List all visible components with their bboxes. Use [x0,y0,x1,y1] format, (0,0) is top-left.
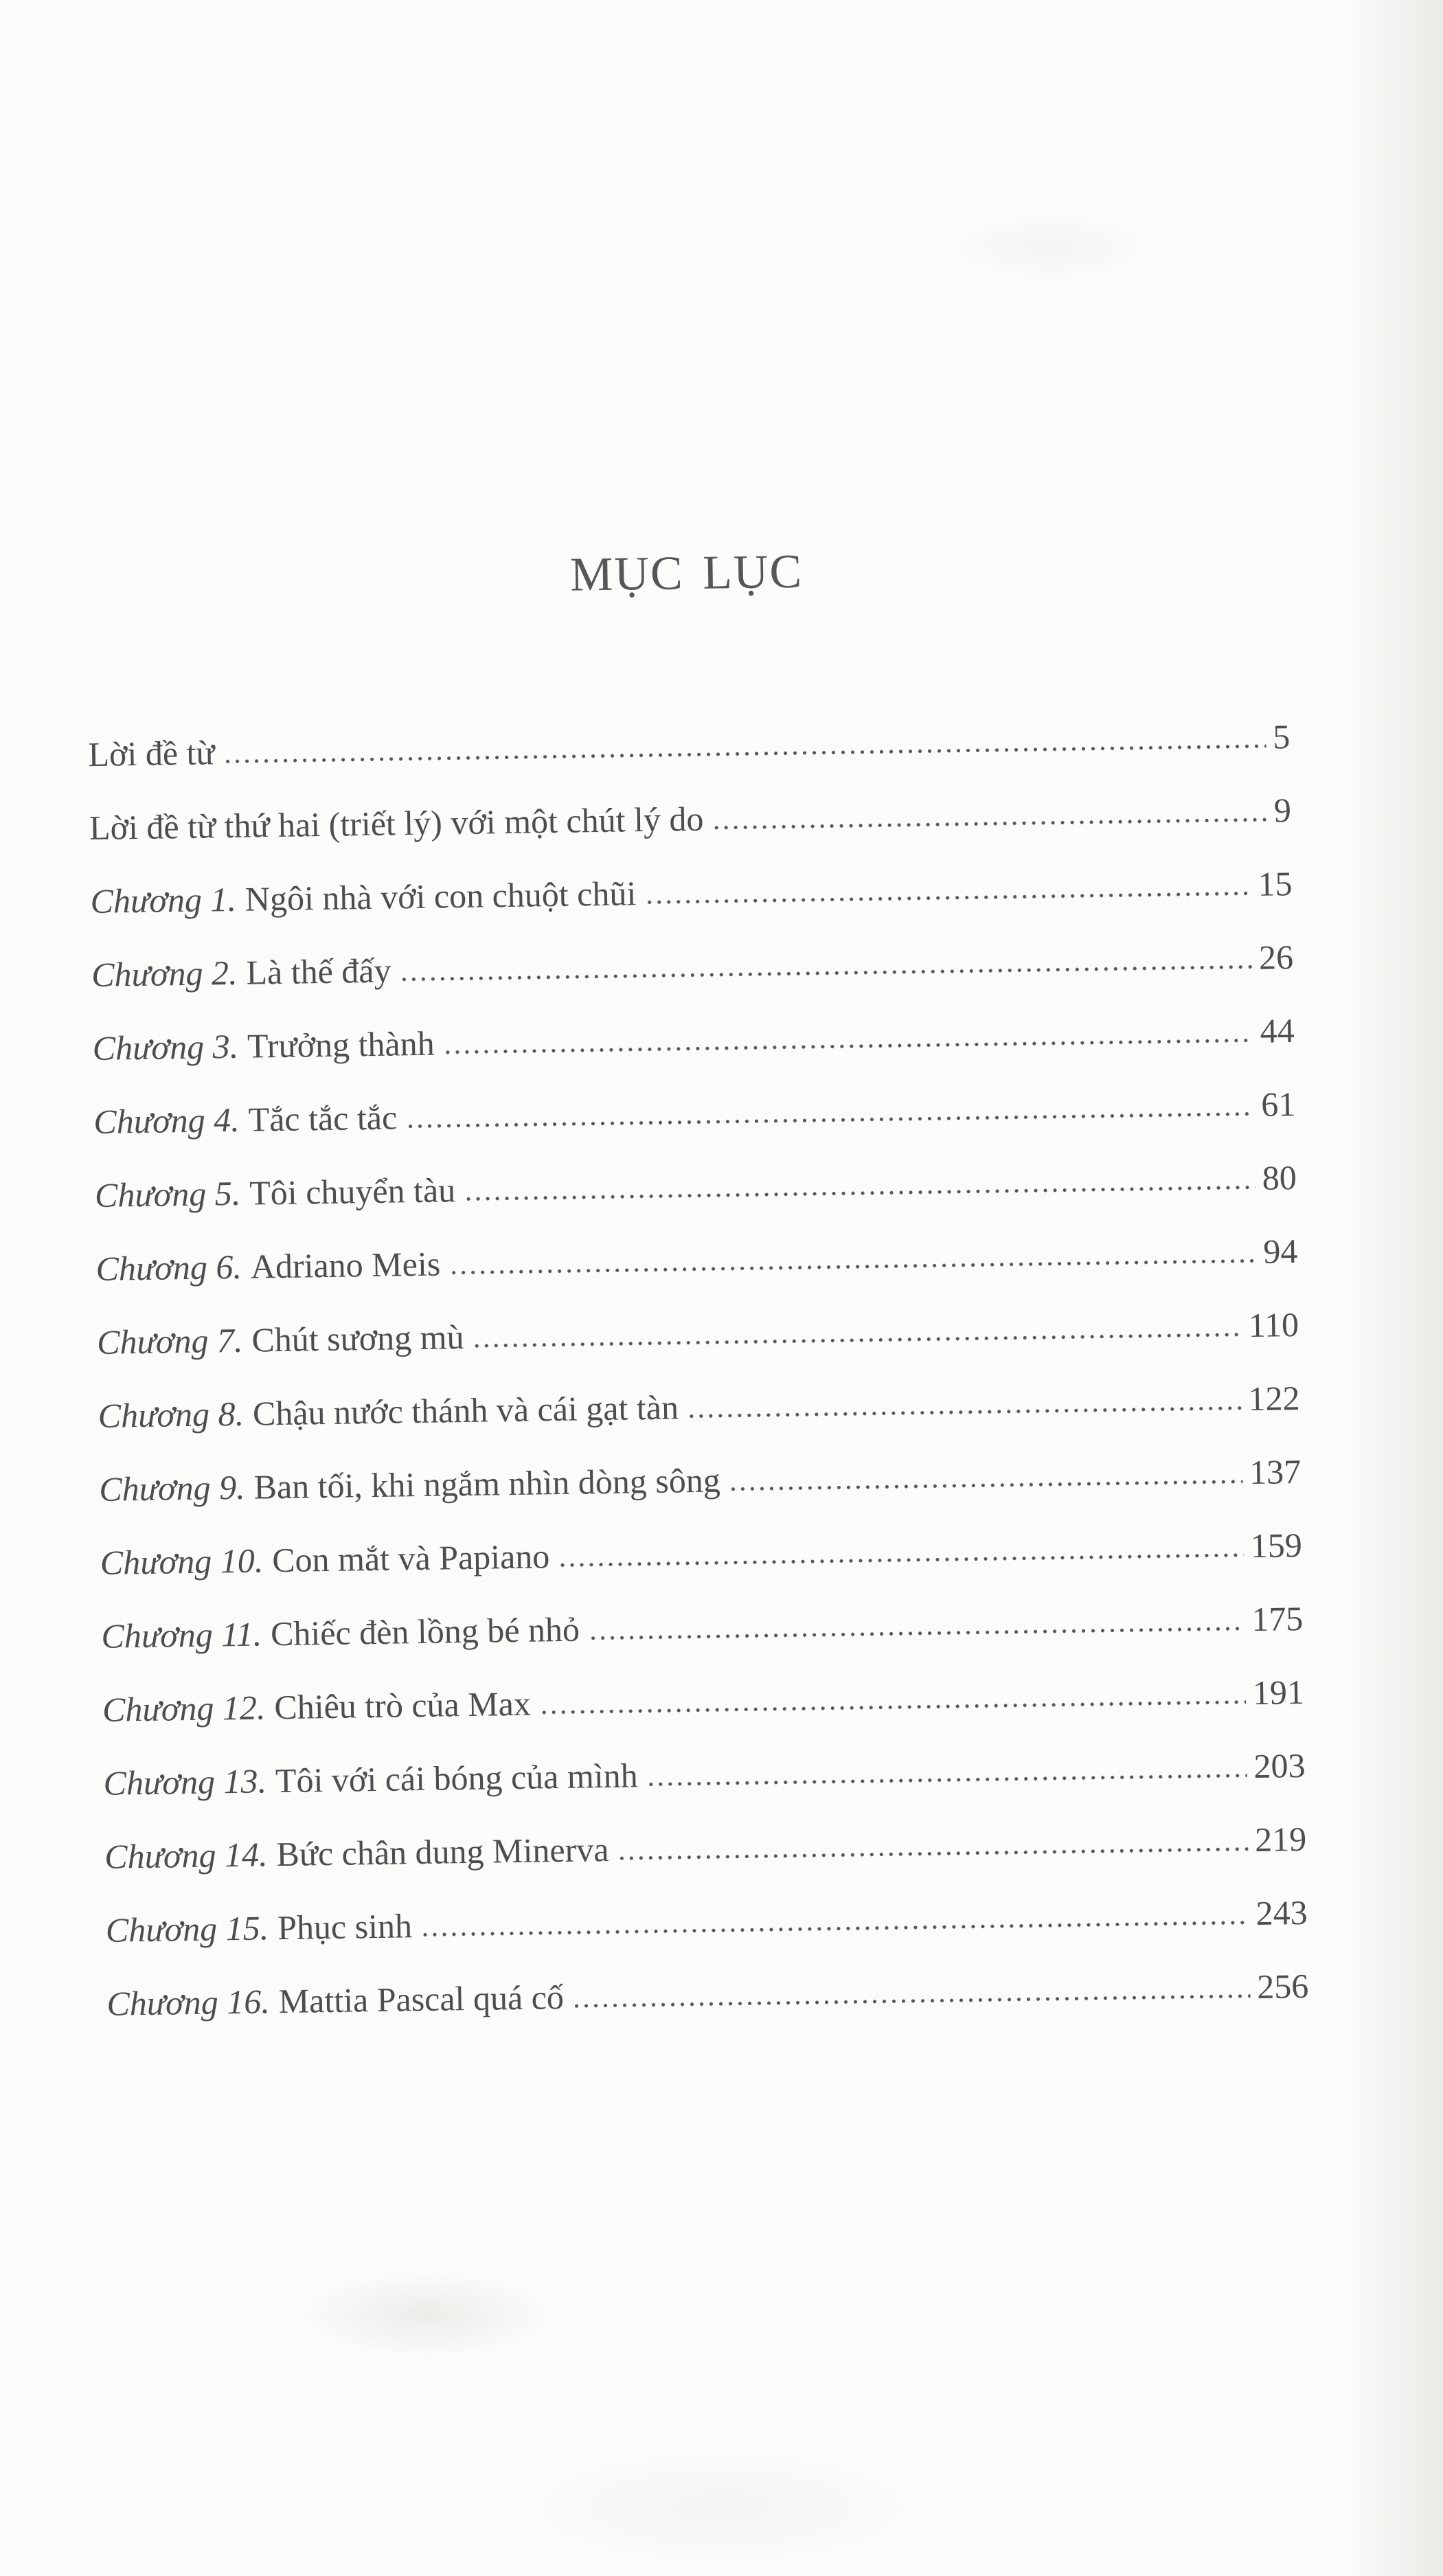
toc-entry-text [101,1609,580,1656]
toc-entry-text [91,951,391,995]
toc-page-number: 219 [1254,1819,1307,1860]
toc-page-number: 191 [1252,1672,1305,1713]
toc-entry-text [92,1024,435,1068]
toc-entry-text [103,1755,638,1803]
toc-leader-dots [400,964,1253,982]
toc-list [87,692,1308,2033]
toc-entry-title: Lời đề từ [88,733,215,774]
toc-page-number: 110 [1248,1305,1299,1345]
toc-entry-text [104,1829,609,1877]
toc-entry-text [88,732,215,774]
toc-page-number: 5 [1272,717,1291,756]
toc-entry-title: Phục sinh [277,1906,413,1947]
toc-leader-dots [729,1479,1243,1491]
toc-entry-chapter-label: Chương 7. [96,1320,243,1362]
toc-entry-chapter-label: Chương 3. [92,1026,239,1068]
toc-entry-text [98,1387,679,1436]
toc-entry-chapter-label: Chương 16. [106,1982,271,2023]
toc-leader-dots [464,1185,1255,1201]
toc-leader-dots [558,1552,1244,1568]
toc-entry-title: Tắc tắc tắc [248,1098,398,1139]
toc-entry-chapter-label: Chương 6. [95,1247,242,1288]
toc-leader-dots [420,1920,1249,1937]
toc-entry-title: Tôi với cái bóng của mình [275,1756,639,1800]
toc-page-number: 243 [1255,1893,1308,1933]
toc-leader-dots [443,1038,1253,1055]
toc-entry-text [99,1460,720,1509]
toc-entry-chapter-label: Chương 11. [101,1614,262,1656]
toc-entry-chapter-label: Chương 13. [103,1761,267,1803]
toc-leader-dots [539,1699,1246,1715]
toc-entry-chapter-label: Chương 5. [94,1173,241,1214]
toc-leader-dots [588,1626,1245,1640]
toc-entry-chapter-label: Chương 1. [90,879,237,921]
table-of-contents [85,534,1309,2033]
toc-entry-title: Adriano Meis [250,1244,441,1286]
toc-page-number: 175 [1251,1598,1304,1639]
toc-page-number: 61 [1260,1085,1296,1124]
toc-page-number: 44 [1260,1011,1295,1050]
toc-page-number: 15 [1258,864,1293,903]
toc-entry-title: Ngôi nhà với con chuột chũi [245,874,637,918]
toc-entry-chapter-label: Chương 2. [91,953,238,995]
toc-page-number: 26 [1258,938,1294,977]
toc-leader-dots [646,1773,1247,1787]
toc-entry-text [90,873,636,921]
toc-leader-dots [687,1405,1242,1419]
toc-entry-text [106,1977,564,2024]
toc-entry-text [102,1684,532,1730]
toc-leader-dots [473,1332,1242,1348]
toc-entry-title: Ban tối, khi ngắm nhìn dòng sông [253,1460,721,1506]
toc-entry-chapter-label: Chương 12. [102,1688,266,1729]
toc-entry-title: Mattia Pascal quá cố [278,1977,565,2021]
toc-leader-dots [617,1846,1249,1861]
toc-entry-title: Bức chân dung Minerva [276,1830,609,1874]
toc-leader-dots [448,1258,1256,1275]
toc-page-number: 122 [1248,1379,1300,1419]
toc-entry-text [93,1097,398,1142]
toc-entry-text [97,1317,464,1362]
toc-entry-title: Trưởng thành [247,1024,435,1065]
toc-entry-text [95,1170,456,1215]
toc-page-number: 80 [1262,1158,1297,1197]
toc-entry-title: Chiêu trò của Max [273,1684,532,1727]
toc-entry-title: Chút sương mù [251,1318,464,1359]
toc-entry-chapter-label: Chương 14. [104,1835,268,1876]
toc-entry-text [89,799,704,848]
toc-entry-text [100,1536,549,1583]
toc-entry-text [105,1906,412,1950]
toc-entry-chapter-label: Chương 8. [98,1394,245,1435]
toc-page-number: 159 [1250,1525,1303,1566]
toc-entry-title: Là thế đấy [246,951,391,992]
toc-leader-dots [223,744,1266,765]
page-title: MỤC LỤC [569,545,804,602]
toc-page-number: 94 [1262,1232,1298,1271]
toc-entry-chapter-label: Chương 9. [98,1467,246,1509]
toc-entry-chapter-label: Chương 10. [100,1541,264,1582]
toc-entry-text [95,1244,440,1289]
toc-entry-title: Con mắt và Papiano [271,1537,550,1580]
toc-entry-title: Chiếc đèn lồng bé nhỏ [270,1609,580,1653]
toc-page-number: 203 [1253,1745,1306,1786]
toc-leader-dots [644,891,1251,905]
toc-entry-title: Tôi chuyển tàu [249,1171,456,1212]
toc-leader-dots [405,1111,1254,1129]
toc-page-number: 137 [1249,1451,1302,1492]
toc-entry-title: Chậu nước thánh và cái gạt tàn [252,1388,679,1433]
toc-leader-dots [712,817,1268,831]
toc-page-number: 256 [1256,1966,1309,2007]
toc-page-number: 9 [1273,791,1292,830]
toc-leader-dots [572,1993,1251,2009]
toc-entry-chapter-label: Chương 4. [93,1100,240,1142]
toc-entry-chapter-label: Chương 15. [105,1908,269,1950]
toc-entry-title: Lời đề từ thứ hai (triết lý) với một chút lý do [89,799,704,848]
